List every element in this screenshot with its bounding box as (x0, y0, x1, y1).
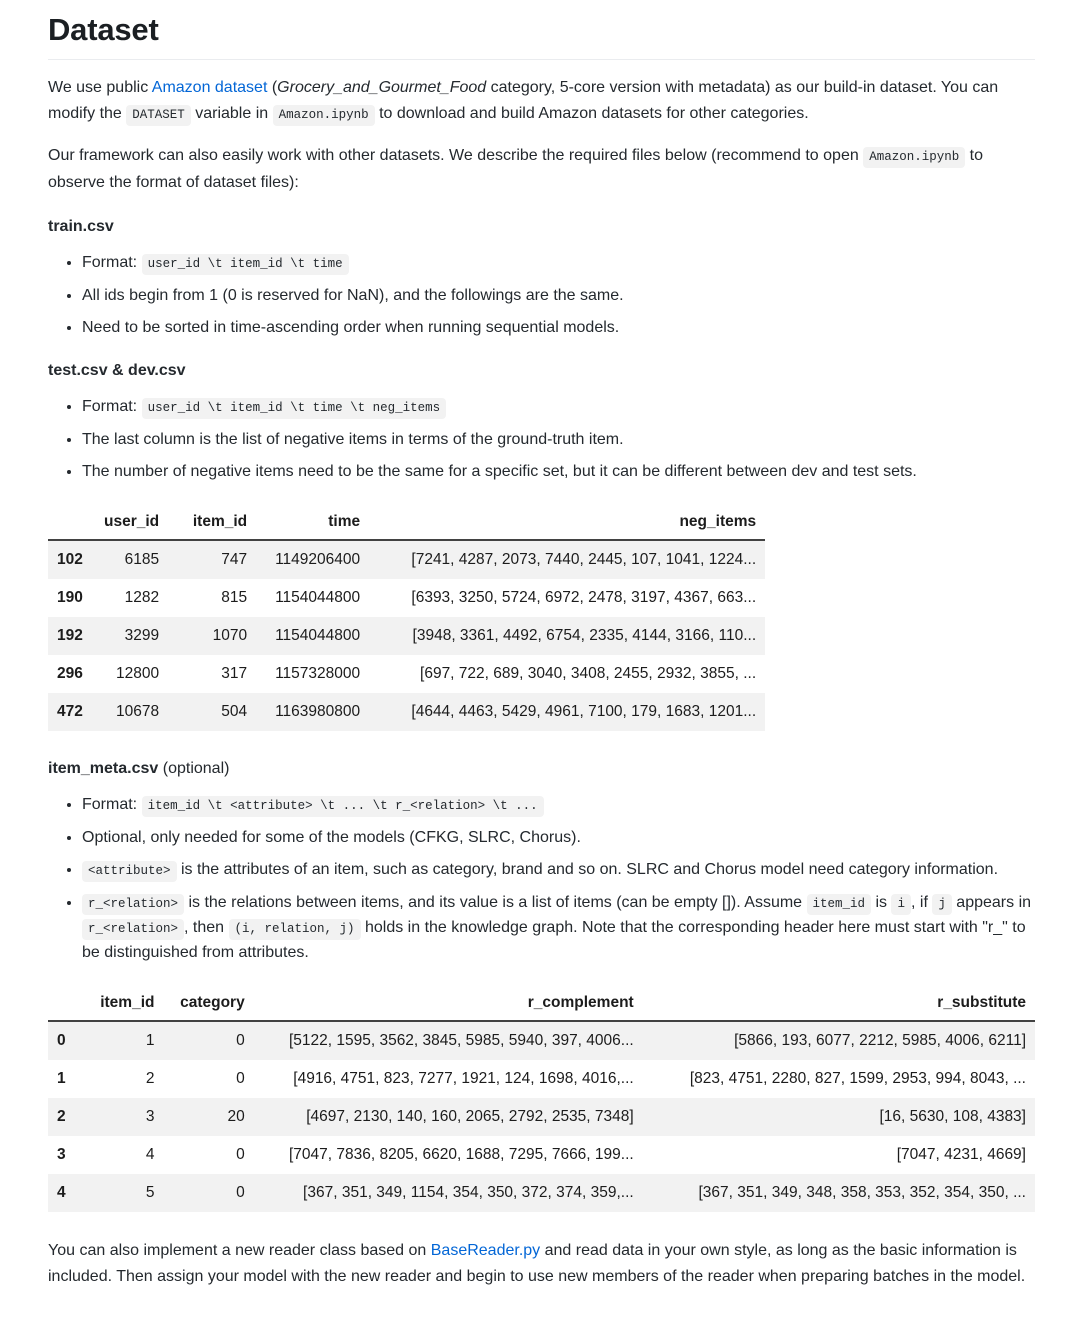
table-cell: [4644, 4463, 5429, 4961, 7100, 179, 1683, 1201... (411, 702, 757, 720)
inline-code: item_id (807, 894, 872, 915)
table-cell: [3948, 3361, 4492, 6754, 2335, 4144, 3166, 110... (412, 626, 757, 644)
inline-code: user_id \t item_id \t time (142, 254, 349, 275)
inline-code: r_<relation> (82, 919, 184, 940)
table-cell: 0 (236, 1183, 245, 1201)
table-row (48, 1098, 1035, 1136)
table-row (48, 1021, 1035, 1060)
table-row (48, 540, 765, 579)
table-row (48, 693, 765, 731)
column-header: category (163, 989, 253, 1021)
table-cell: [4916, 4751, 823, 7277, 1921, 124, 1698, 4016,... (293, 1069, 634, 1087)
text-segment: You can also implement a new reader class based on (48, 1241, 431, 1259)
inline-code: <attribute> (82, 861, 177, 882)
row-index-cell: 296 (57, 664, 83, 682)
table-cell: [16, 5630, 108, 4383] (879, 1107, 1026, 1125)
table-row (48, 1060, 1035, 1098)
column-header: user_id (95, 508, 168, 540)
file-heading-item-meta-csv (48, 757, 1035, 781)
heading-suffix: (optional) (158, 759, 230, 777)
text-segment: We use public (48, 78, 152, 96)
inline-code: r_<relation> (82, 894, 184, 915)
row-index-cell: 0 (57, 1031, 66, 1049)
inline-code: j (932, 894, 952, 915)
table-row (48, 1174, 1035, 1212)
text-segment: Format: (82, 795, 142, 813)
list-item (82, 251, 1035, 276)
text-segment: and read data in your own style, as long as the basic information is included. Then assign your model with the new reader and begin to use new members of the reader when preparing batches in the model. (48, 1241, 1026, 1285)
list-item (82, 793, 1035, 818)
intro-paragraph (48, 75, 1035, 128)
row-index-cell: 472 (57, 702, 83, 720)
table-cell: [823, 4751, 2280, 827, 1599, 2953, 994, 8043, ... (689, 1069, 1026, 1087)
list-item (82, 891, 1035, 965)
text-segment: , then (184, 918, 229, 936)
table-row (48, 1136, 1035, 1174)
row-index-cell: 3 (57, 1145, 66, 1163)
text-segment: variable in (190, 104, 273, 122)
text-segment: to observe the format of dataset files): (48, 146, 983, 191)
train-csv-bullets (48, 251, 1035, 340)
table-cell: [367, 351, 349, 1154, 354, 350, 372, 374, 359,... (303, 1183, 634, 1201)
inline-code: (i, relation, j) (229, 919, 361, 940)
table-cell: [5866, 193, 6077, 2212, 5985, 4006, 6211] (734, 1031, 1026, 1049)
table-cell: 4 (145, 1145, 155, 1163)
column-header: item_id (168, 508, 256, 540)
table-cell: 1157328000 (275, 664, 361, 682)
row-index-cell: 190 (57, 588, 83, 606)
column-header: r_complement (254, 989, 643, 1021)
list-item (82, 858, 1035, 883)
item-meta-bullets (48, 793, 1035, 965)
table-header-row (48, 989, 1035, 1021)
inline-code: i (891, 894, 911, 915)
table-cell: 747 (221, 550, 248, 568)
file-name: test.csv & dev.csv (48, 361, 186, 379)
table-cell: 12800 (116, 664, 160, 682)
text-segment: appears in (951, 893, 1032, 911)
file-name: train.csv (48, 217, 114, 235)
table-cell: 1149206400 (275, 550, 361, 568)
table-cell: [697, 722, 689, 3040, 3408, 2455, 2932, 3855, ... (420, 664, 757, 682)
table-cell: [7241, 4287, 2073, 7440, 2445, 107, 1041, 1224... (411, 550, 757, 568)
table-cell: 6185 (124, 550, 160, 568)
table-cell: 3299 (124, 626, 160, 644)
text-segment: Format: (82, 253, 142, 271)
text-segment: Our framework can also easily work with other datasets. We describe the required files below (recommend to open (48, 146, 864, 164)
list-item (82, 395, 1035, 420)
table-cell: 1282 (124, 588, 160, 606)
table-cell: 0 (236, 1031, 245, 1049)
table-cell: [6393, 3250, 5724, 6972, 2478, 3197, 4367, 663... (411, 588, 757, 606)
table-cell: 1154044800 (275, 588, 361, 606)
table-cell: 5 (145, 1183, 155, 1201)
table-row (48, 617, 765, 655)
list-item: • All ids begin from 1 (0 is reserved for NaN), and the followings are the same. (82, 284, 1035, 308)
list-item: • The last column is the list of negative items in terms of the ground-truth item. (82, 428, 1035, 452)
text-segment: , if (911, 893, 933, 911)
row-index-cell: 4 (57, 1183, 66, 1201)
item-meta-preview-table (48, 989, 1035, 1212)
column-header: time (256, 508, 369, 540)
row-index-cell: 192 (57, 626, 83, 644)
text-segment: ( (267, 78, 278, 96)
framework-paragraph (48, 143, 1035, 196)
text-segment: is the relations between items, and its value is a list of items (can be empty []). Assume (184, 893, 807, 911)
file-name: item_meta.csv (48, 759, 159, 777)
list-item: • The number of negative items need to be the same for a specific set, but it can be different between dev and test sets. (82, 460, 1035, 484)
text-segment: is the attributes of an item, such as category, brand and so on. SLRC and Chorus model need category information. (176, 860, 999, 878)
table-cell: [7047, 4231, 4669] (896, 1145, 1026, 1163)
table-cell: [367, 351, 349, 348, 358, 353, 352, 354, 350, ... (698, 1183, 1026, 1201)
table-cell: 0 (236, 1145, 245, 1163)
text-segment: is (871, 893, 892, 911)
dataset-category-name: Grocery_and_Gourmet_Food (277, 78, 487, 96)
inline-code: item_id \t <attribute> \t ... \t r_<relation> \t ... (142, 796, 544, 817)
table-cell: 3 (145, 1107, 155, 1125)
row-index-cell: 1 (57, 1069, 66, 1087)
table-row (48, 579, 765, 617)
test-dev-preview-table (48, 508, 765, 731)
amazon-dataset-link[interactable]: Amazon dataset (151, 78, 268, 96)
inline-code: Amazon.ipynb (273, 105, 375, 126)
table-cell: [5122, 1595, 3562, 3845, 5985, 5940, 397, 4006... (288, 1031, 634, 1049)
table-cell: 1163980800 (275, 702, 361, 720)
text-segment: Format: (82, 397, 142, 415)
inline-code: user_id \t item_id \t time \t neg_items (142, 398, 447, 419)
table-cell: 10678 (116, 702, 160, 720)
row-index-cell: 2 (57, 1107, 66, 1125)
test-dev-bullets (48, 395, 1035, 484)
table-cell: [7047, 7836, 8205, 6620, 1688, 7295, 7666, 199... (288, 1145, 634, 1163)
table-cell: 317 (221, 664, 248, 682)
table-cell: 20 (227, 1107, 245, 1125)
table-cell: 504 (221, 702, 248, 720)
column-header: item_id (91, 989, 163, 1021)
text-segment: category, 5-core version with metadata) as our build-in dataset. You can modify the (48, 78, 999, 122)
table-cell: 1070 (212, 626, 248, 644)
list-item: • Optional, only needed for some of the models (CFKG, SLRC, Chorus). (82, 826, 1035, 850)
basereader-link[interactable]: BaseReader.py (430, 1241, 541, 1259)
column-header (48, 508, 95, 540)
text-segment: holds in the knowledge graph. Note that the corresponding header here must start with "r_" to be distinguished from attributes. (82, 918, 1026, 961)
table-row (48, 655, 765, 693)
column-header: r_substitute (643, 989, 1035, 1021)
page-title: Dataset (48, 12, 1035, 60)
table-header-row (48, 508, 765, 540)
inline-code: DATASET (126, 105, 191, 126)
list-item: • Need to be sorted in time-ascending order when running sequential models. (82, 316, 1035, 340)
inline-code: Amazon.ipynb (863, 147, 965, 168)
row-index-cell: 102 (57, 550, 83, 568)
table-cell: 1 (145, 1031, 155, 1049)
table-cell: 1154044800 (275, 626, 361, 644)
file-heading-test-dev-csv (48, 359, 1035, 383)
column-header (48, 989, 91, 1021)
table-cell: 2 (145, 1069, 155, 1087)
file-heading-train-csv (48, 215, 1035, 239)
table-cell: 0 (236, 1069, 245, 1087)
table-cell: [4697, 2130, 140, 160, 2065, 2792, 2535, 7348] (306, 1107, 634, 1125)
column-header: neg_items (369, 508, 765, 540)
text-segment: to download and build Amazon datasets for other categories. (374, 104, 809, 122)
outro-paragraph (48, 1238, 1035, 1290)
table-cell: 815 (221, 588, 248, 606)
